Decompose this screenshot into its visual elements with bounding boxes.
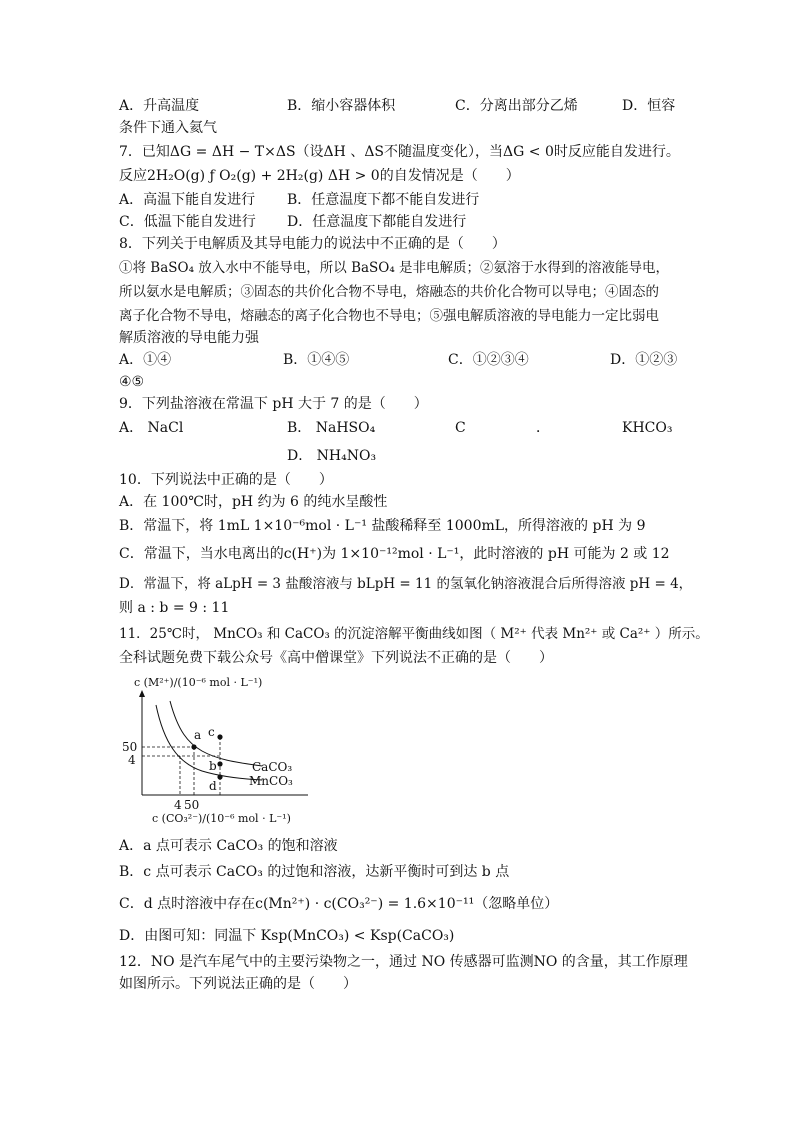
y-axis-arrow	[139, 690, 145, 697]
q11-option-d: D．由图可知：同温下 Ksp(MnCO₃) < Ksp(CaCO₃)	[119, 928, 455, 944]
q8-statement-line2: 所以氨水是电解质；③固态的共价化合物不导电，熔融态的共价化合物可以导电；④固态的	[119, 284, 659, 300]
q9-option-a: A． NaCl	[119, 420, 184, 436]
series-label-caco3: CaCO₃	[252, 760, 293, 774]
q10-stem: 10．下列说法中正确的是（ ）	[119, 472, 333, 488]
q11-option-c: C．d 点时溶液中存在c(Mn²⁺) · c(CO₃²⁻) = 1.6×10⁻¹¹（忽略单位）	[119, 896, 559, 912]
point-a-label: a	[194, 728, 202, 742]
q11-stem-line1: 11．25℃时， MnCO₃ 和 CaCO₃ 的沉淀溶解平衡曲线如图（ M²⁺ 代表 Mn²⁺ 或 Ca²⁺ ）所示。	[119, 626, 709, 642]
q7-option-a: A．高温下能自发进行	[119, 192, 256, 208]
q12-stem-line1: 12．NO 是汽车尾气中的主要污染物之一，通过 NO 传感器可监测NO 的含量，其工作原理	[119, 954, 688, 970]
point-c	[217, 734, 222, 739]
q11-option-a: A．a 点可表示 CaCO₃ 的饱和溶液	[119, 838, 338, 854]
q11-stem-line2: 全科试题免费下载公众号《高中僧课堂》下列说法不正确的是（ ）	[119, 650, 553, 666]
y-tick-4: 4	[128, 753, 136, 767]
q6-option-d-continued: 条件下通入氦气	[119, 120, 217, 136]
q8-statement-line4: 解质溶液的导电能力强	[119, 330, 259, 346]
q9-option-c: C	[455, 420, 466, 436]
q6-option-a: A．升高温度	[119, 98, 200, 114]
q8-statement-line1: ①将 BaSO₄ 放入水中不能导电，所以 BaSO₄ 是非电解质；②氨溶于水得到的溶液能导电，	[119, 260, 670, 276]
series-label-mnco3: MnCO₃	[249, 774, 293, 788]
point-c-label: c	[208, 725, 215, 739]
q6-option-b: B．缩小容器体积	[287, 98, 396, 114]
q7-option-c: C．低温下能自发进行	[119, 214, 256, 230]
q12-stem-line2: 如图所示。下列说法正确的是（ ）	[119, 976, 357, 992]
q10-option-d-line2: 则 a : b = 9 : 11	[119, 600, 230, 616]
q6-option-d: D．恒容	[622, 98, 676, 114]
chart-svg	[122, 673, 318, 825]
q10-option-c: C．常温下，当水电离出的c(H⁺)为 1×10⁻¹²mol · L⁻¹，此时溶液的 pH 可能为 2 或 12	[119, 546, 670, 562]
point-d	[217, 774, 222, 779]
q9-option-c-value: KHCO₃	[622, 420, 673, 436]
point-b	[217, 761, 222, 766]
point-a	[191, 744, 196, 749]
q10-option-d-line1: D．常温下，将 aLpH = 3 盐酸溶液与 bLpH = 11 的氢氧化钠溶液混合后所得溶液 pH = 4，	[119, 576, 693, 592]
point-d-label: d	[209, 779, 217, 793]
q9-option-c-dot: ．	[536, 420, 550, 436]
x-tick-4: 4	[174, 798, 182, 812]
q8-option-a: A．①④	[119, 352, 172, 368]
q11-option-b: B．c 点可表示 CaCO₃ 的过饱和溶液，达新平衡时可到达 b 点	[119, 864, 510, 880]
y-tick-50: 50	[122, 740, 138, 754]
y-axis-label: c (M²⁺)/(10⁻⁶ mol · L⁻¹)	[134, 676, 263, 689]
q9-option-d: D． NH₄NO₃	[287, 448, 377, 464]
point-b-label: b	[209, 759, 217, 773]
q10-option-b: B．常温下，将 1mL 1×10⁻⁶mol · L⁻¹ 盐酸稀释至 1000mL，所得溶液的 pH 为 9	[119, 518, 646, 534]
q8-option-d-continued: ④⑤	[119, 374, 145, 390]
q7-option-d: D．任意温度下都能自发进行	[287, 214, 467, 230]
x-axis-label: c (CO₃²⁻)/(10⁻⁶ mol · L⁻¹)	[152, 812, 291, 825]
q8-option-c: C．①②③④	[448, 352, 529, 368]
q9-stem: 9．下列盐溶液在常温下 pH 大于 7 的是（ ）	[119, 396, 428, 412]
solubility-equilibrium-chart	[122, 673, 318, 825]
q7-option-b: B．任意温度下都不能自发进行	[287, 192, 480, 208]
q9-option-b: B． NaHSO₄	[287, 420, 376, 436]
q7-stem-line2: 反应2H₂O(g) ƒ O₂(g) + 2H₂(g) ΔH > 0的自发情况是（ ）	[119, 168, 520, 184]
q8-statement-line3: 离子化合物不导电，熔融态的离子化合物也不导电；⑤强电解质溶液的导电能力一定比弱电	[119, 308, 659, 324]
q7-stem-line1: 7．已知ΔG = ΔH − T×ΔS（设ΔH 、ΔS不随温度变化），当ΔG < 0时反应能自发进行。	[119, 144, 680, 160]
q8-option-d: D．①②③	[610, 352, 678, 368]
x-tick-50: 50	[184, 798, 200, 812]
q6-option-c: C．分离出部分乙烯	[455, 98, 578, 114]
q10-option-a: A．在 100℃时，pH 约为 6 的纯水呈酸性	[119, 494, 388, 510]
q8-option-b: B．①④⑤	[283, 352, 350, 368]
q8-stem: 8．下列关于电解质及其导电能力的说法中不正确的是（ ）	[119, 236, 506, 252]
